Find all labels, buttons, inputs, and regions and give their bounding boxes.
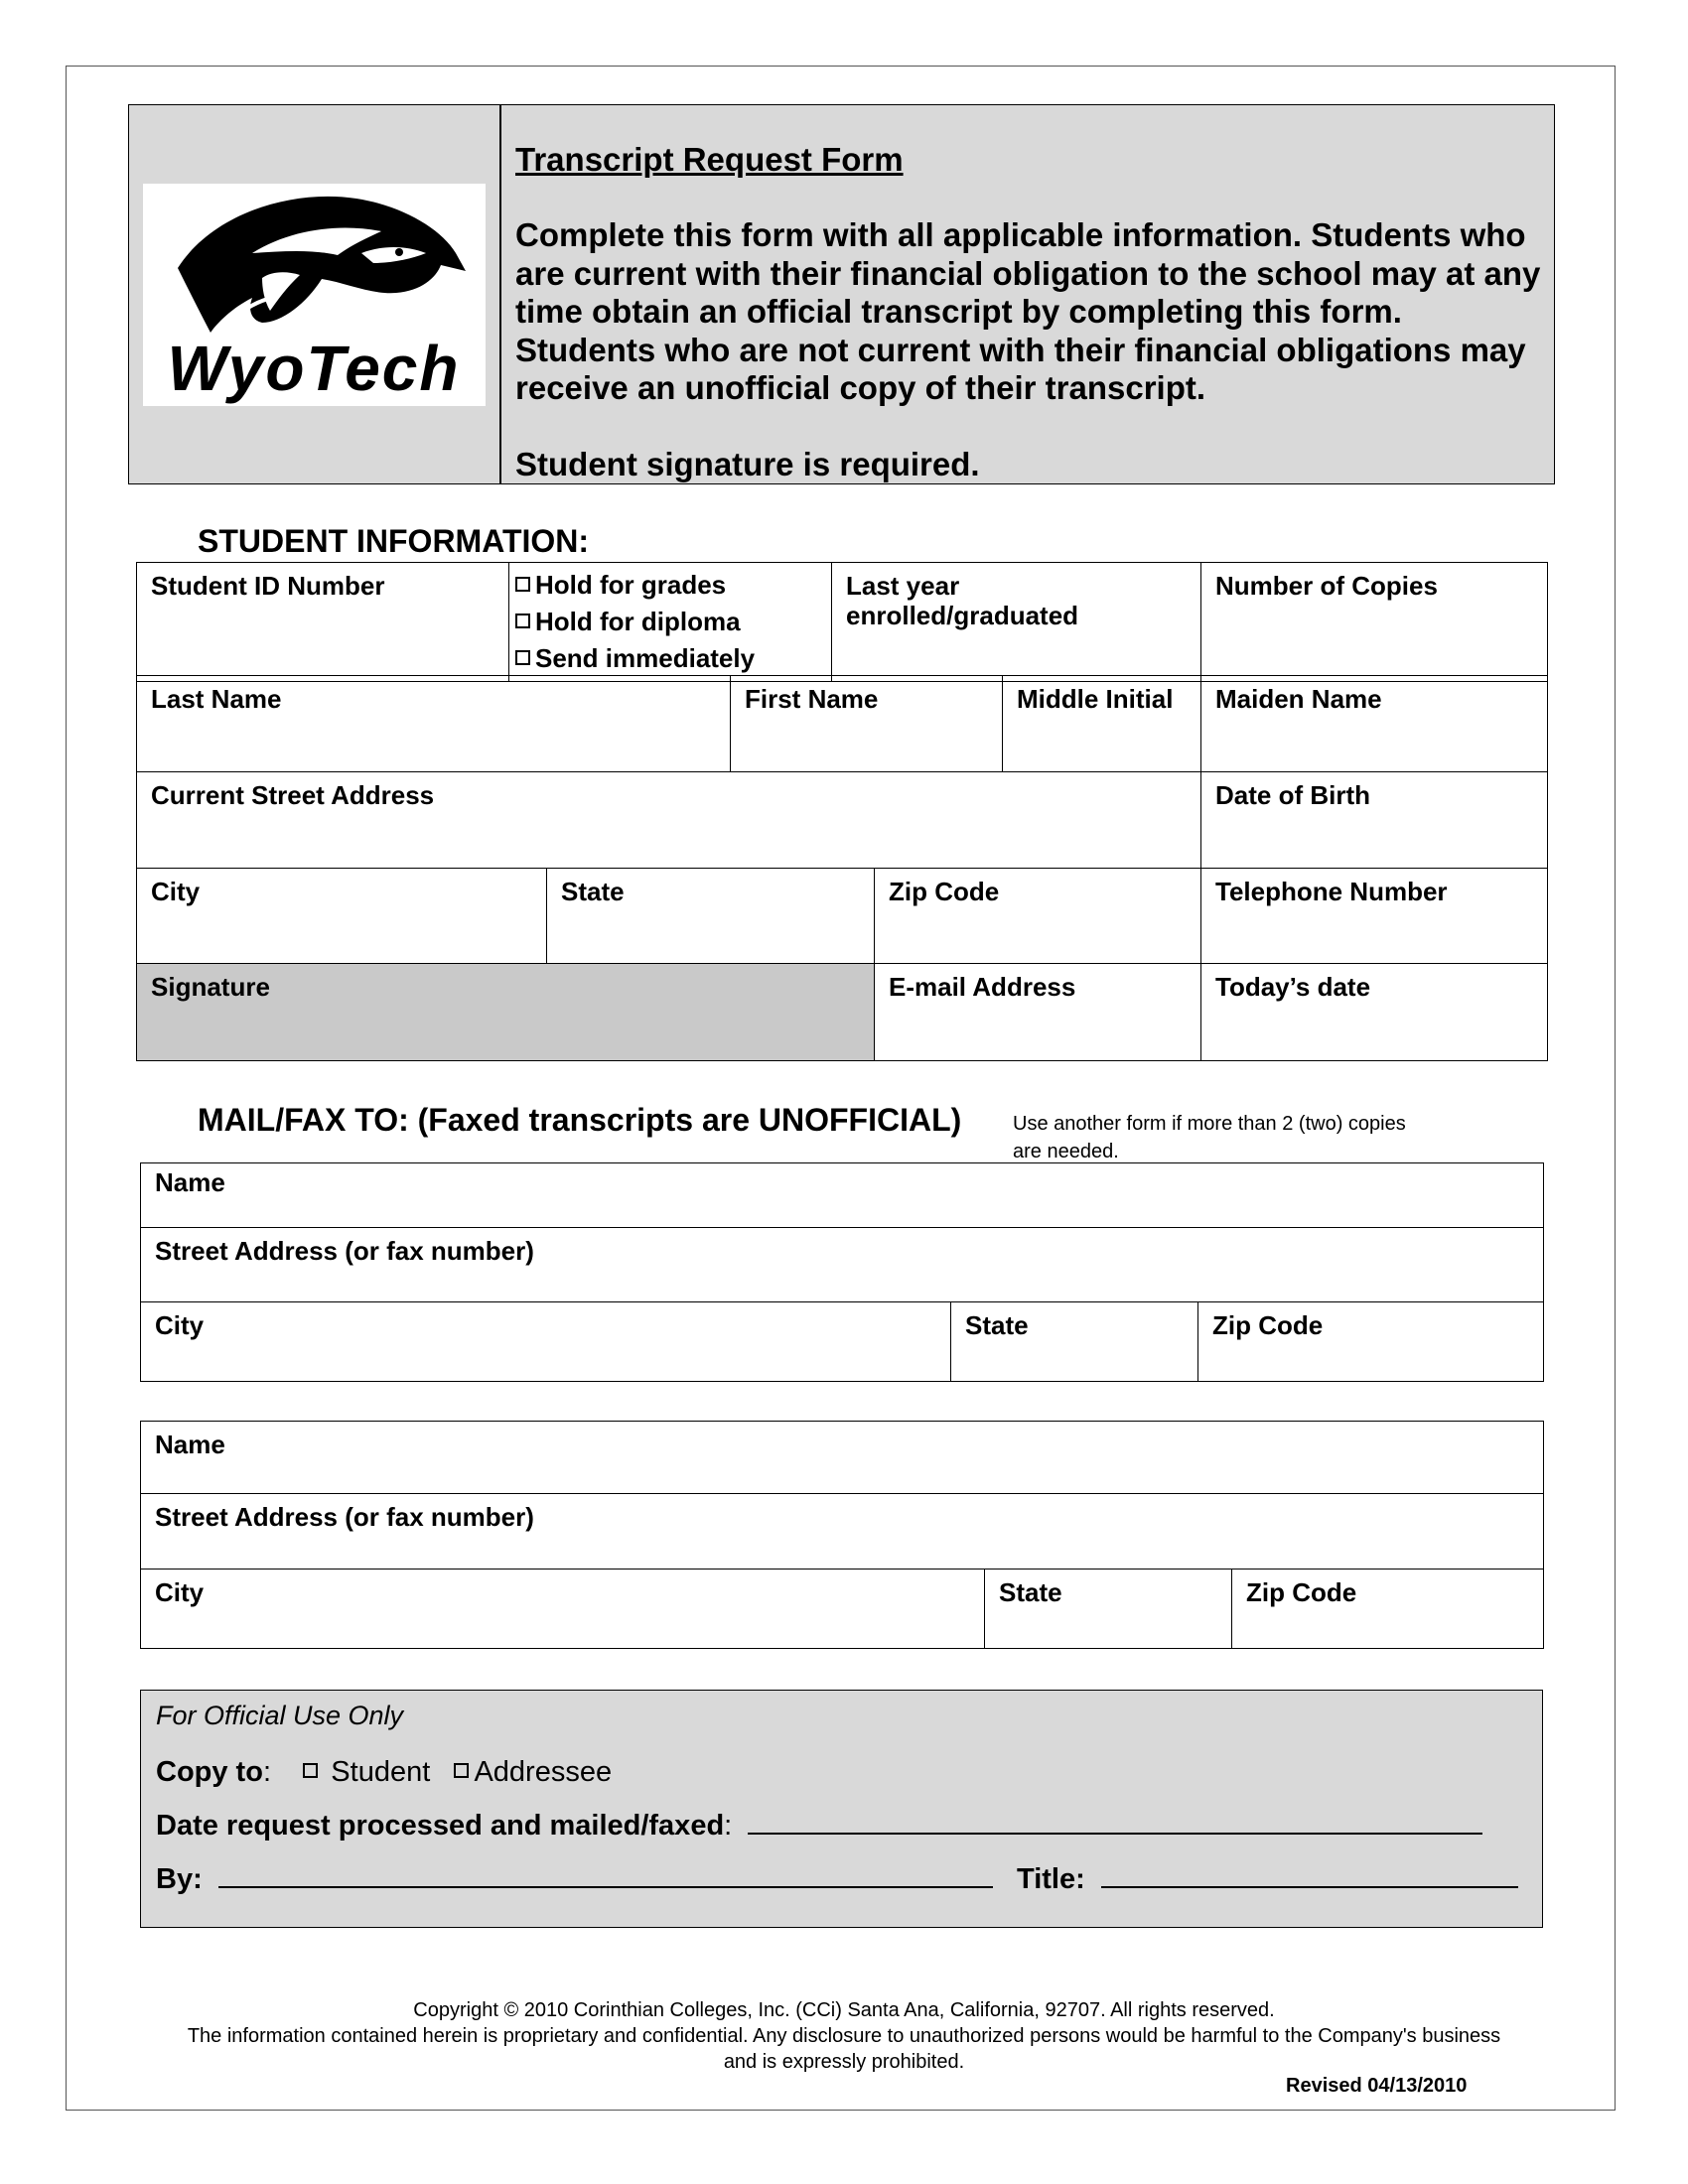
last-year-label: Last year enrolled/graduated [846,571,1079,630]
zip-field[interactable] [875,869,1201,964]
checkbox-icon[interactable] [515,650,530,665]
middle-initial-label: Middle Initial [1017,684,1174,714]
checkbox-icon[interactable] [515,577,530,592]
student-info-row2 [136,675,1548,772]
middle-initial-field[interactable] [1003,676,1201,772]
city-label: City [151,877,201,906]
wyotech-logo [143,184,486,406]
city-field[interactable] [137,869,547,964]
signature-required-note: Student signature is required. [515,446,980,482]
dob-field[interactable] [1201,772,1548,869]
form-title: Transcript Request Form [515,141,904,178]
option-hold-grades[interactable]: Hold for grades [515,567,825,604]
email-label: E-mail Address [889,972,1076,1002]
student-id-field[interactable] [137,563,509,682]
mail-fax-title: MAIL/FAX TO: (Faxed transcripts are UNOFFICIAL) [198,1102,962,1138]
processed-date-label: Date request processed and mailed/faxed [156,1810,725,1842]
today-date-field[interactable] [1201,964,1548,1061]
recipient-street-field[interactable] [141,1494,1544,1570]
footer [179,1997,1509,2075]
svg-text:WyoTech: WyoTech [167,333,461,404]
maiden-name-label: Maiden Name [1215,684,1382,714]
copies-label: Number of Copies [1215,571,1438,601]
student-info-row4 [136,868,1548,964]
recipient-street-label: Street Address (or fax number) [155,1236,534,1266]
signature-field[interactable] [137,964,875,1061]
confidentiality-text: The information contained herein is proprietary and confidential. Any disclosure to unauthorized persons would be harmful to the Company's business and is expressly prohibited. [187,2025,1501,2073]
email-field[interactable] [875,964,1201,1061]
recipient-state-field[interactable] [951,1302,1198,1382]
official-use-heading: For Official Use Only [156,1701,404,1730]
recipient-zip-field[interactable] [1198,1302,1544,1382]
recipient-street-label: Street Address (or fax number) [155,1502,534,1532]
recipient-city-field[interactable] [141,1302,951,1382]
form-header [128,104,1555,484]
last-name-label: Last Name [151,684,282,714]
copy-addressee-option[interactable]: Addressee [474,1756,613,1788]
student-info-row5 [136,963,1548,1061]
copy-to-label: Copy to [156,1756,263,1788]
processed-date-line[interactable] [748,1832,1482,1835]
copyright-text: Copyright © 2010 Corinthian Colleges, Inc. (CCi) Santa Ana, California, 92707. All rights reserved. [413,1999,1275,2021]
official-use-box [140,1690,1543,1928]
by-label: By: [156,1863,203,1895]
form-instructions: Complete this form with all applicable information. Students who are current with their financial obligation to the school may at any time obtain an official transcript by completing this form. Students who are not current with their financial obligations may receive an unofficial copy of their transcript. [515,216,1541,406]
signature-label: Signature [151,972,270,1002]
student-id-label: Student ID Number [151,571,385,601]
recipient-city-label: City [155,1577,205,1607]
copies-field[interactable] [1201,563,1548,682]
recipient-state-label: State [965,1310,1029,1340]
student-info-row3 [136,771,1548,869]
title-label: Title: [1017,1863,1085,1895]
first-name-field[interactable] [731,676,1003,772]
option-send-immediately[interactable]: Send immediately [515,640,825,677]
revised-date: Revised 04/13/2010 [1286,2075,1468,2097]
recipient-2 [140,1421,1544,1649]
state-label: State [561,877,625,906]
checkbox-icon[interactable] [303,1763,318,1778]
recipient-state-label: State [999,1577,1062,1607]
recipient-zip-label: Zip Code [1212,1310,1324,1340]
last-name-field[interactable] [137,676,731,772]
phone-field[interactable] [1201,869,1548,964]
zip-label: Zip Code [889,877,1000,906]
recipient-1 [140,1162,1544,1382]
recipient-city-label: City [155,1310,205,1340]
maiden-name-field[interactable] [1201,676,1548,772]
recipient-name-label: Name [155,1430,225,1459]
checkbox-icon[interactable] [454,1763,469,1778]
title-line[interactable] [1101,1885,1518,1888]
recipient-zip-label: Zip Code [1246,1577,1357,1607]
processed-date-row: Date request processed and mailed/faxed: [156,1810,1482,1843]
copy-to-row: Copy to: Student Addressee [156,1756,613,1788]
street-address-label: Current Street Address [151,780,435,810]
today-date-label: Today’s date [1215,972,1371,1002]
copy-student-option[interactable]: Student [331,1756,431,1788]
first-name-label: First Name [745,684,879,714]
recipient-street-field[interactable] [141,1228,1544,1302]
dob-label: Date of Birth [1215,780,1370,810]
street-address-field[interactable] [137,772,1201,869]
recipient-state-field[interactable] [985,1570,1232,1649]
eagle-logo-icon [143,184,486,406]
recipient-name-label: Name [155,1167,225,1197]
extra-copies-note: Use another form if more than 2 (two) copies are needed. [1013,1113,1406,1162]
student-info-title: STUDENT INFORMATION: [198,523,590,559]
student-info-row1 [136,562,1548,682]
state-field[interactable] [547,869,875,964]
option-hold-diploma[interactable]: Hold for diploma [515,604,825,640]
by-line[interactable] [218,1885,993,1888]
delivery-options [509,563,832,682]
by-title-row [156,1863,1518,1896]
recipient-name-field[interactable] [141,1422,1544,1494]
recipient-zip-field[interactable] [1232,1570,1544,1649]
checkbox-icon[interactable] [515,614,530,628]
last-year-field[interactable] [832,563,1201,682]
recipient-name-field[interactable] [141,1163,1544,1228]
phone-label: Telephone Number [1215,877,1448,906]
header-divider [499,105,501,483]
recipient-city-field[interactable] [141,1570,985,1649]
